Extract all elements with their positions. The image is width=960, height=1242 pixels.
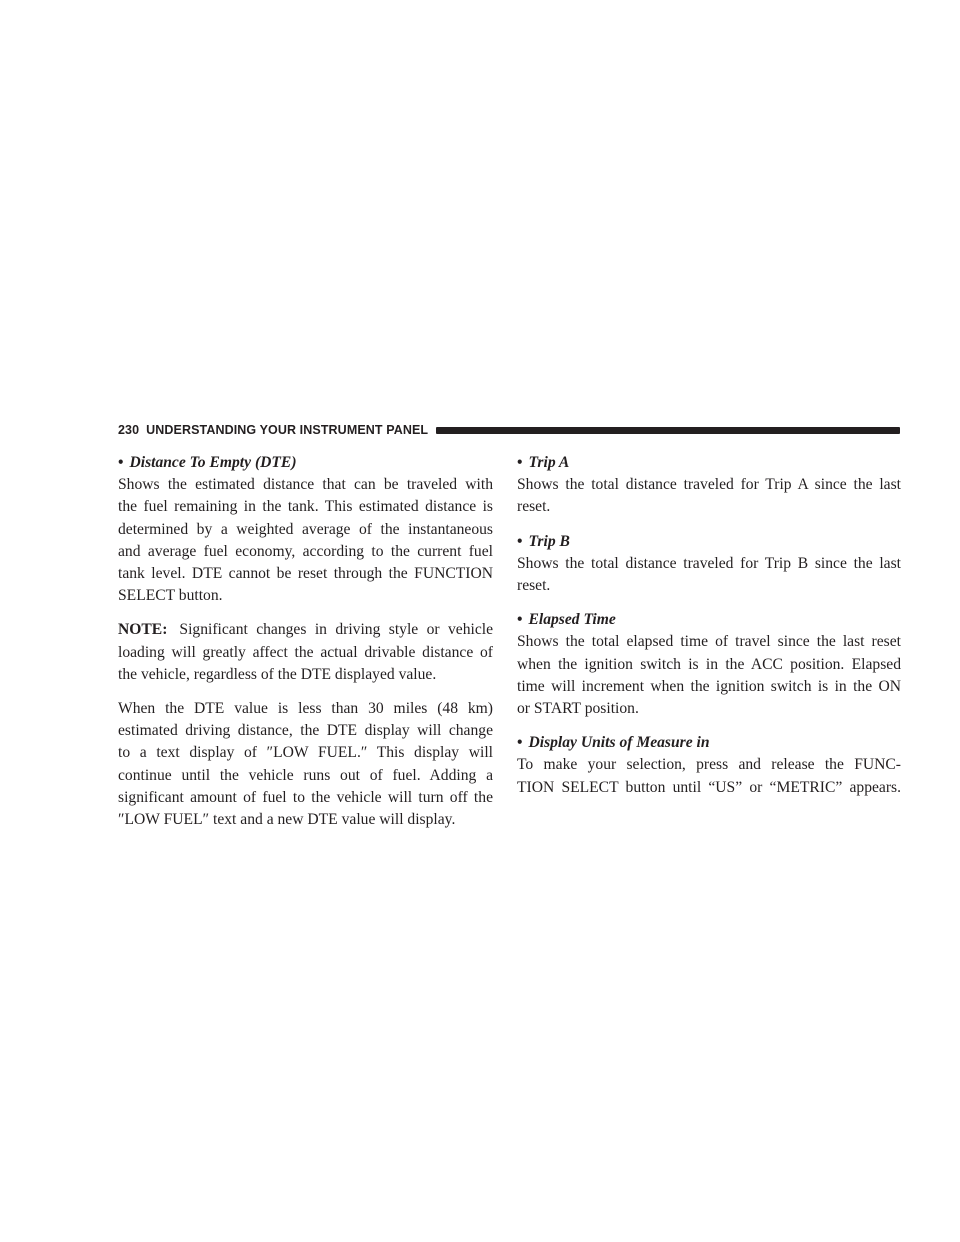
dte-section	[118, 452, 493, 607]
trip-a-title: Trip A	[528, 454, 570, 471]
trip-b-heading	[517, 531, 901, 553]
body-line: continue until the vehicle runs out of fuel. Adding a	[118, 766, 493, 784]
page-number: 230	[118, 423, 140, 437]
body-line: Shows the total elapsed time of travel since the last reset	[517, 633, 901, 651]
elapsed-time-heading	[517, 609, 901, 631]
body-line: loading will greatly affect the actual drivable distance of	[118, 643, 493, 661]
body-line: significant amount of fuel to the vehicle will turn off the	[118, 788, 493, 806]
body-line: Shows the total distance traveled for Trip B since the last	[517, 554, 901, 572]
note-text: Significant changes in driving style or vehicle	[179, 621, 493, 639]
bullet-icon: •	[517, 532, 523, 550]
bullet-icon: •	[118, 454, 124, 471]
note-label: NOTE:	[118, 621, 168, 639]
body-line: TION SELECT button until “US” or “METRIC” appears.	[517, 778, 901, 796]
trip-a-heading	[517, 452, 901, 474]
trip-a-section	[517, 452, 901, 519]
body-line: To make your selection, press and release the FUNC-	[517, 756, 901, 774]
display-units-title: Display Units of Measure in	[528, 734, 710, 752]
body-line: when the ignition switch is in the ACC position. Elapsed	[517, 655, 901, 673]
bullet-icon: •	[517, 611, 523, 629]
header-rule	[436, 427, 900, 434]
bullet-icon: •	[517, 454, 523, 471]
body-line: tank level. DTE cannot be reset through the FUNCTION	[118, 565, 493, 583]
body-line: reset.	[517, 498, 551, 516]
note-first-line	[118, 619, 493, 641]
elapsed-time-title: Elapsed Time	[528, 611, 616, 629]
body-line: to a text display of ″LOW FUEL.″ This display will	[118, 744, 493, 762]
body-line: reset.	[517, 577, 551, 595]
right-column	[517, 452, 901, 811]
body-line: determined by a weighted average of the instantaneous	[118, 520, 493, 538]
body-line: SELECT button.	[118, 587, 223, 605]
bullet-icon: •	[517, 734, 523, 752]
display-units-heading	[517, 732, 901, 754]
body-line: and average fuel economy, according to the current fuel	[118, 542, 493, 560]
running-header	[118, 420, 900, 440]
body-line: ″LOW FUEL″ text and a new DTE value will display.	[118, 811, 456, 829]
elapsed-time-section	[517, 609, 901, 720]
left-column	[118, 452, 493, 843]
trip-b-title: Trip B	[528, 532, 570, 550]
dte-heading	[118, 452, 493, 474]
section-title: UNDERSTANDING YOUR INSTRUMENT PANEL	[146, 423, 429, 437]
body-line: or START position.	[517, 700, 639, 718]
body-line: the vehicle, regardless of the DTE displayed value.	[118, 665, 437, 683]
note-paragraph	[118, 619, 493, 686]
body-line: the fuel remaining in the tank. This estimated distance is	[118, 498, 493, 516]
display-units-section	[517, 732, 901, 799]
body-line: Shows the total distance traveled for Trip A since the last	[517, 476, 901, 494]
body-line: When the DTE value is less than 30 miles (48 km)	[118, 700, 493, 718]
body-line: Shows the estimated distance that can be traveled with	[118, 476, 493, 494]
trip-b-section	[517, 531, 901, 598]
dte-title: Distance To Empty (DTE)	[129, 454, 297, 471]
body-line: estimated driving distance, the DTE display will change	[118, 722, 493, 740]
body-line: time will increment when the ignition switch is in the ON	[517, 677, 901, 695]
low-fuel-paragraph	[118, 698, 493, 831]
